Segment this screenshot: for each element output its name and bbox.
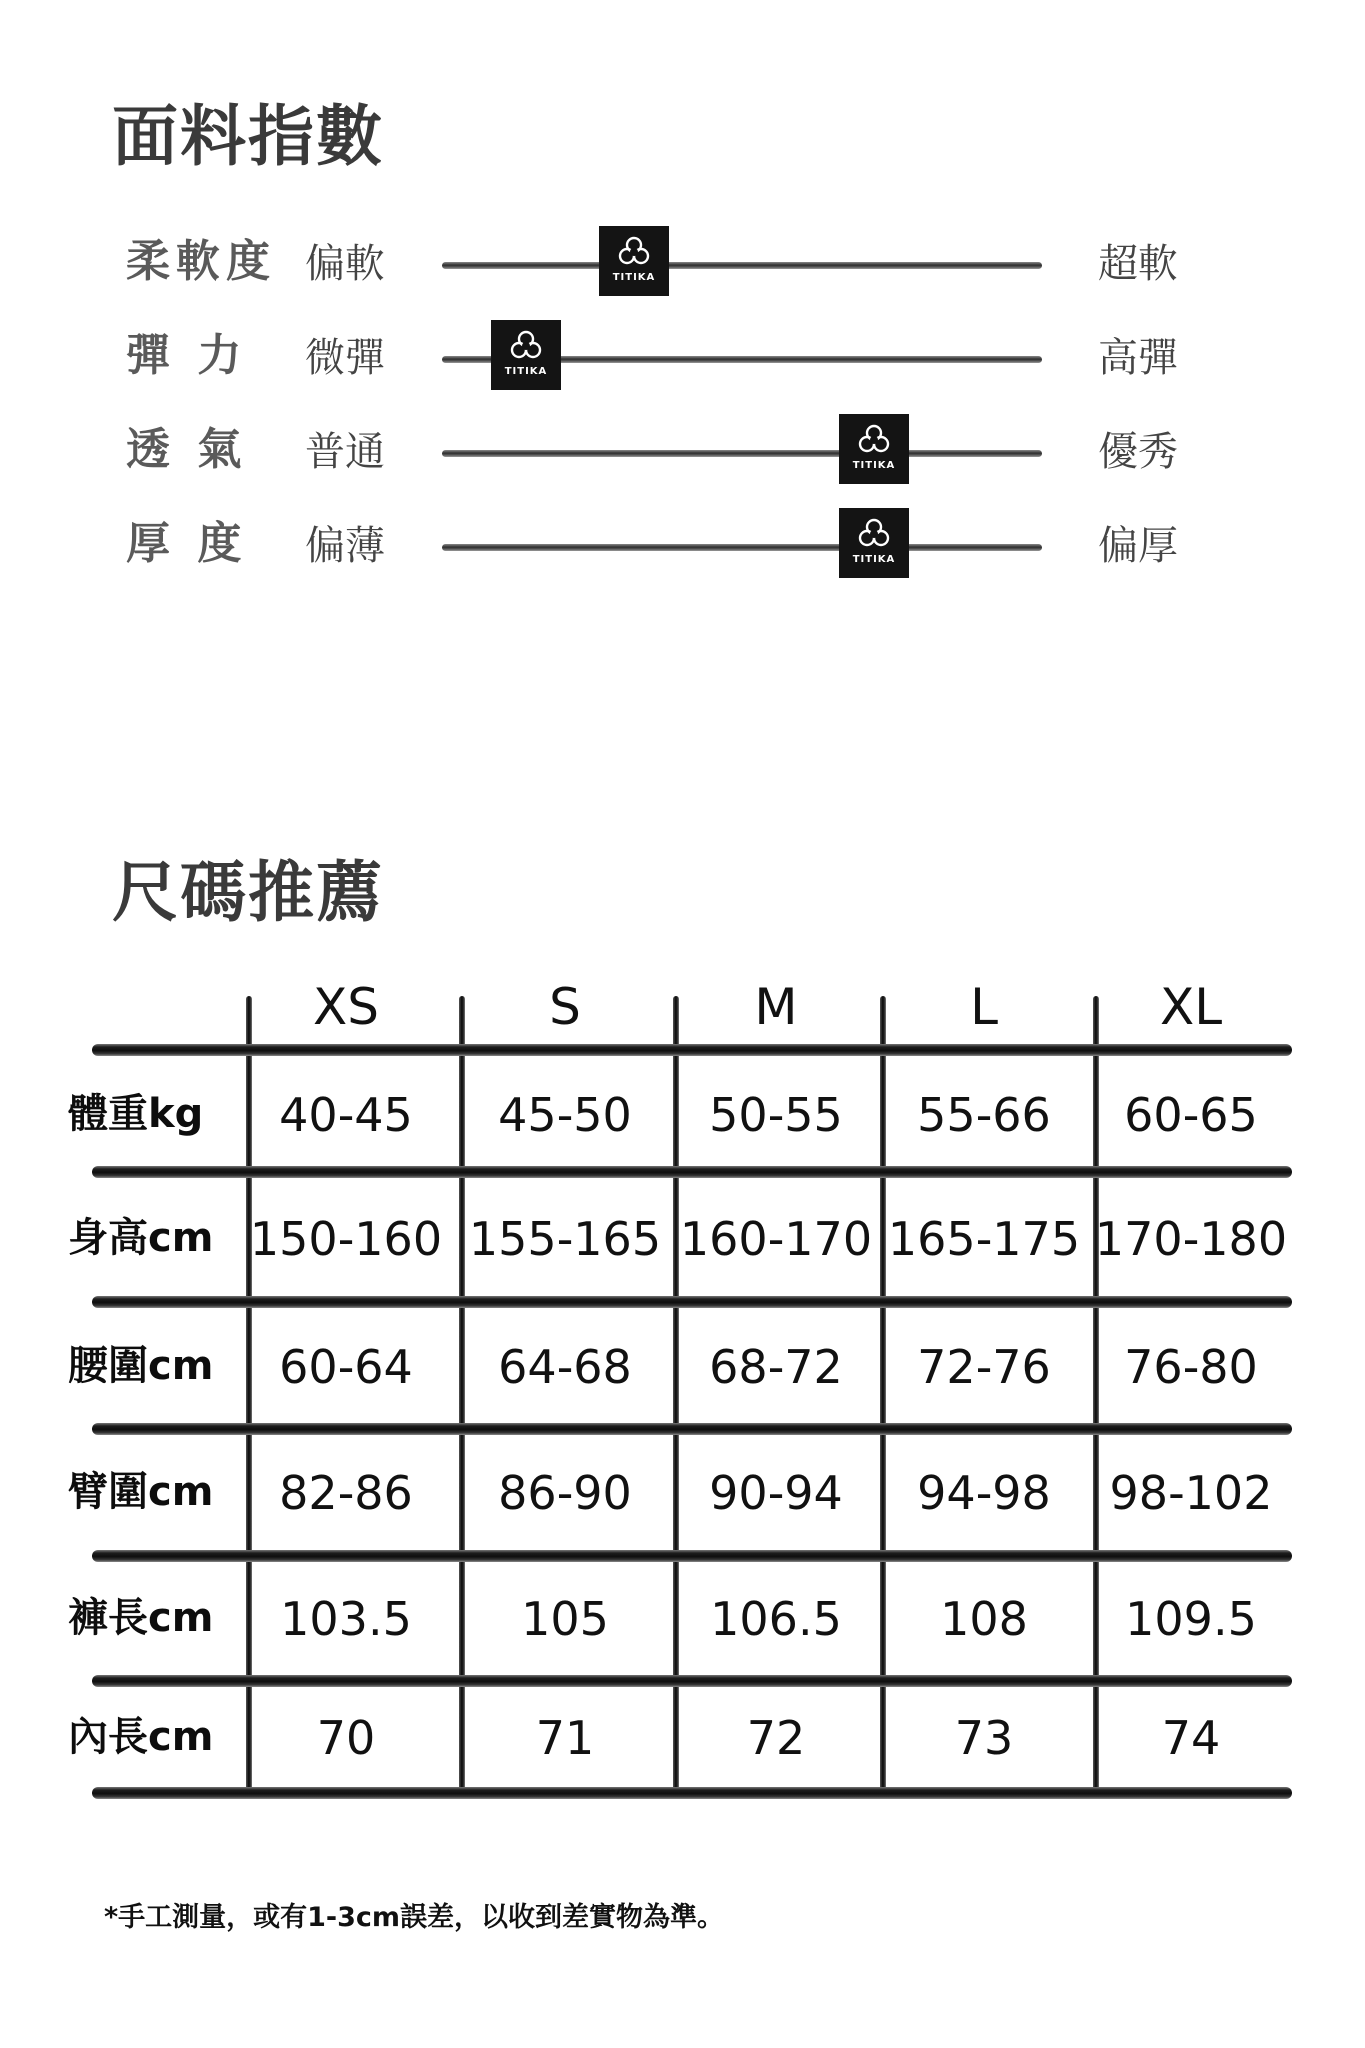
brand-label: TITIKA bbox=[504, 366, 548, 377]
size-table-cell: 76-80 bbox=[1124, 1340, 1258, 1394]
size-table-cell: 74 bbox=[1161, 1711, 1221, 1765]
table-row-divider bbox=[92, 1044, 1292, 1056]
scale-marker-logo bbox=[839, 508, 909, 578]
size-table-cell: 165-175 bbox=[887, 1212, 1081, 1266]
size-table-cell: 45-50 bbox=[498, 1088, 632, 1142]
size-table-cell: 60-64 bbox=[279, 1340, 413, 1394]
fabric-scale-track bbox=[442, 262, 1042, 269]
size-table-cell: 94-98 bbox=[917, 1466, 1051, 1520]
size-table-cell: 108 bbox=[940, 1592, 1028, 1646]
size-table-cell: 150-160 bbox=[249, 1212, 443, 1266]
size-row-label: 內長cm bbox=[68, 1714, 214, 1760]
trefoil-logo-icon bbox=[616, 234, 652, 270]
table-row-divider bbox=[92, 1675, 1292, 1687]
scale-marker-logo bbox=[599, 226, 669, 296]
fabric-row-right-label: 偏厚 bbox=[1098, 523, 1178, 569]
size-column-header: M bbox=[754, 978, 798, 1036]
table-row-divider bbox=[92, 1296, 1292, 1308]
size-table-cell: 72 bbox=[746, 1711, 806, 1765]
fabric-row-label: 厚 度 bbox=[126, 518, 248, 569]
trefoil-logo-icon bbox=[856, 516, 892, 552]
size-table-cell: 64-68 bbox=[498, 1340, 632, 1394]
fabric-row-right-label: 超軟 bbox=[1098, 241, 1178, 287]
size-table-cell: 160-170 bbox=[679, 1212, 873, 1266]
scale-marker-logo bbox=[491, 320, 561, 390]
fabric-row-label: 彈 力 bbox=[126, 330, 248, 381]
size-table-cell: 55-66 bbox=[917, 1088, 1051, 1142]
size-table-cell: 170-180 bbox=[1094, 1212, 1288, 1266]
trefoil-logo-icon bbox=[856, 422, 892, 458]
size-row-label: 臂圍cm bbox=[68, 1469, 214, 1515]
size-table-cell: 50-55 bbox=[709, 1088, 843, 1142]
fabric-index-title: 面料指數 bbox=[112, 98, 384, 175]
size-table-cell: 70 bbox=[316, 1711, 376, 1765]
size-table-cell: 71 bbox=[535, 1711, 595, 1765]
fabric-row-left-label: 微彈 bbox=[305, 335, 385, 381]
size-table-cell: 40-45 bbox=[279, 1088, 413, 1142]
brand-label: TITIKA bbox=[852, 554, 896, 565]
size-column-header: L bbox=[970, 978, 998, 1036]
measurement-note: *手工測量，或有1-3cm誤差，以收到差實物為準。 bbox=[104, 1902, 725, 1933]
size-table-cell: 90-94 bbox=[709, 1466, 843, 1520]
fabric-scale-track bbox=[442, 544, 1042, 551]
fabric-row bbox=[0, 226, 1365, 306]
size-table-cell: 82-86 bbox=[279, 1466, 413, 1520]
size-row-label: 體重kg bbox=[68, 1091, 204, 1137]
size-row-label: 身高cm bbox=[68, 1215, 214, 1261]
brand-label: TITIKA bbox=[612, 272, 656, 283]
size-column-header: XS bbox=[313, 978, 379, 1036]
size-table-cell: 105 bbox=[521, 1592, 609, 1646]
fabric-scale-track bbox=[442, 450, 1042, 457]
fabric-row-label: 柔軟度 bbox=[126, 236, 276, 287]
size-table-cell: 72-76 bbox=[917, 1340, 1051, 1394]
fabric-row-left-label: 偏軟 bbox=[305, 241, 385, 287]
fabric-row-label: 透 氣 bbox=[126, 424, 248, 475]
size-table-cell: 60-65 bbox=[1124, 1088, 1258, 1142]
size-table-cell: 68-72 bbox=[709, 1340, 843, 1394]
size-table-cell: 155-165 bbox=[468, 1212, 662, 1266]
size-column-header: S bbox=[549, 978, 581, 1036]
fabric-row bbox=[0, 508, 1365, 588]
trefoil-logo-icon bbox=[508, 328, 544, 364]
size-table-cell: 98-102 bbox=[1109, 1466, 1273, 1520]
table-row-divider bbox=[92, 1787, 1292, 1799]
size-table-cell: 106.5 bbox=[710, 1592, 842, 1646]
brand-label: TITIKA bbox=[852, 460, 896, 471]
scale-marker-logo bbox=[839, 414, 909, 484]
fabric-row-right-label: 高彈 bbox=[1098, 335, 1178, 381]
fabric-row-left-label: 偏薄 bbox=[305, 523, 385, 569]
fabric-row bbox=[0, 320, 1365, 400]
size-column-header: XL bbox=[1159, 978, 1223, 1036]
table-row-divider bbox=[92, 1423, 1292, 1435]
size-recommend-title: 尺碼推薦 bbox=[112, 854, 384, 931]
table-row-divider bbox=[92, 1550, 1292, 1562]
fabric-row-right-label: 優秀 bbox=[1098, 429, 1178, 475]
size-table-cell: 103.5 bbox=[280, 1592, 412, 1646]
size-row-label: 腰圍cm bbox=[68, 1343, 214, 1389]
size-table-cell: 109.5 bbox=[1125, 1592, 1257, 1646]
table-row-divider bbox=[92, 1166, 1292, 1178]
fabric-row-left-label: 普通 bbox=[305, 429, 385, 475]
size-table-cell: 86-90 bbox=[498, 1466, 632, 1520]
size-table-cell: 73 bbox=[954, 1711, 1014, 1765]
fabric-row bbox=[0, 414, 1365, 494]
size-row-label: 褲長cm bbox=[68, 1595, 214, 1641]
